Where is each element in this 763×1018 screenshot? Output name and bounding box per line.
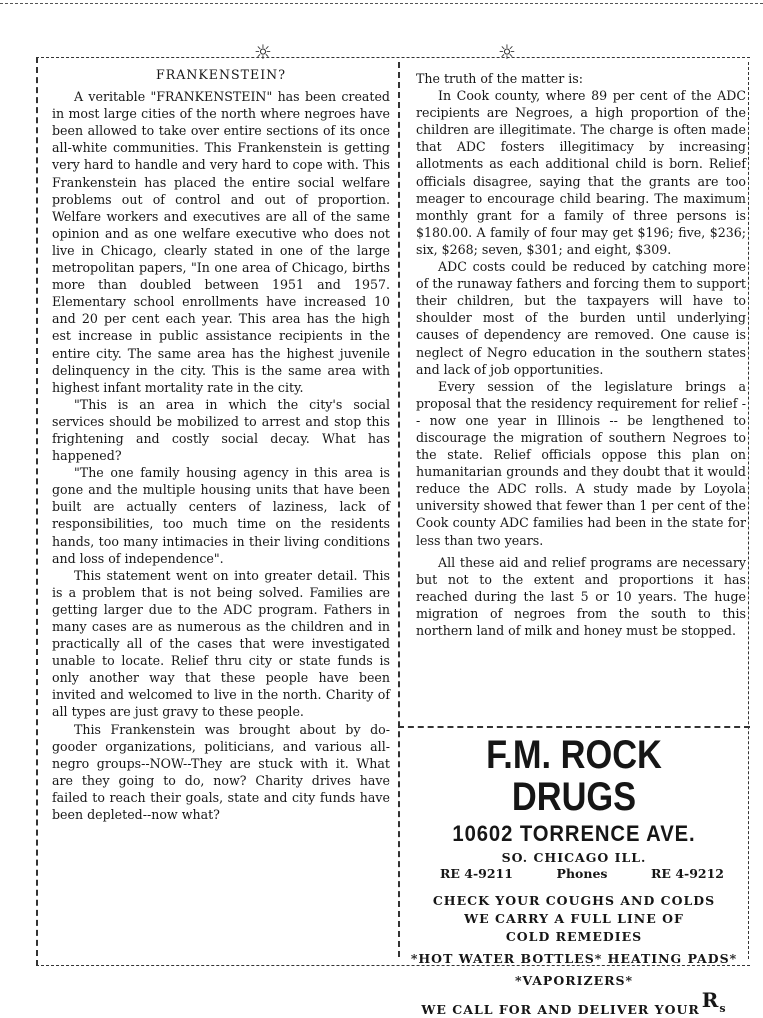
paragraph: ADC costs could be reduced by catching more of the runaway fathers and forcing them to support their children, but the taxpayers will have to shoulder most of the burden until underlying causes of dependency are removed. One cause is neglect of Negro education in the southern states and lack of job opportunities. (416, 259, 746, 377)
ad-line: WE CARRY A FULL LINE OF (464, 911, 684, 926)
delivery-text: WE CALL FOR AND DELIVER YOUR (421, 1002, 700, 1017)
ad-top-border (398, 726, 750, 728)
ornament-icon: ☼ (254, 40, 272, 64)
paragraph: This statement went on into greater detail. This is a problem that is not being solved. Families are getting larger due to the ADC program. Fathers in many cases are as numerous as the children and in practically all of the cases that were investigated unable to locate. Relief thru city or state funds is only another way that these people have been invited and welcomed to live in the north. Charity of all types are just gravy to these people. (52, 567, 390, 720)
paragraph: This Frankenstein was brought about by do-gooder organizations, politicians, and various all-negro groups--NOW--They are stuck with it. What are they going to do, now? Charity drives have failed to reach their goals, state and city funds have been depleted--now what? (52, 721, 390, 823)
store-name: F.M. ROCK DRUGS (486, 733, 662, 819)
phones-label: Phones (556, 866, 608, 881)
store-city: SO. CHICAGO ILL. (501, 850, 647, 865)
ad-line: *VAPORIZERS* (514, 973, 634, 988)
paragraph: All these aid and relief programs are necessary but not to the extent and proportions it has reached during the last 5 or 10 years. The huge migration of negroes from the south to this northern land of milk and honey must be stopped. (416, 554, 746, 638)
paragraph: A veritable "FRANKENSTEIN" has been created in most large cities of the north where negroes have been allowed to take over entire sections of its once all-white communities. This Frankenstein is getting very hard to handle and very hard to cope with. This Frankenstein has placed the entire social welfare problems out of control and out of proportion. Welfare workers and executives are all of the same opinion and as one welfare executive who does not live in Chicago, clearly stated in one of the large metropolitan papers, "In one area of Chicago, births more than doubled between 1951 and 1957. Elementary school enrollments have increased 10 and 20 per cent each year. This area has the high est increase in public assistance recipients in the entire city. The same area has the highest juvenile delinquency in the city. This is the same area with highest infant mortality rate in the city. (52, 89, 390, 395)
ad-last-line (400, 988, 748, 1018)
phone-number: RE 4-9212 (651, 866, 724, 881)
left-column (52, 66, 390, 823)
right-border (748, 62, 749, 959)
ornament-icon: ☼ (498, 40, 516, 64)
phone-number: RE 4-9211 (440, 866, 513, 881)
paragraph: In Cook county, where 89 per cent of the ADC recipients are Negroes, a high proportion of the children are illegitimate. The charge is often made that ADC fosters illegitimacy by increasing allotments as each additional child is born. Relief officials disagree, saying that the grants are too meager to encourage child bearing. The maximum monthly grant for a family of three persons is $180.00. A family of four may get $196; five, $236; six, $268; seven, $301; and eight, $309. (416, 88, 746, 257)
rx-symbol-icon: $R_s$ (701, 988, 727, 1015)
phone-row (400, 866, 748, 881)
store-address: 10602 TORRENCE AVE. (452, 821, 696, 846)
paragraph: Every session of the legislature brings a proposal that the residency requirement for relief -- now one year in Illinois -- be lengthened to discourage the migration of southern Negroes to the state. Relief officials oppose this plan on humanitarian grounds and they doubt that it would reduce the ADC rolls. A study made by Loyola university showed that fewer than 1 per cent of the Cook county ADC families had been in the state for less than two years. (416, 378, 746, 548)
ad-line: COLD REMEDIES (505, 929, 643, 944)
right-column (416, 70, 746, 639)
ad-line: *HOT WATER BOTTLES* HEATING PADS* (410, 951, 738, 966)
top-rule (0, 3, 763, 4)
lead-line: The truth of the matter is: (416, 71, 583, 86)
article-heading: FRANKENSTEIN? (156, 67, 286, 82)
paragraph: "This is an area in which the city's social services should be mobilized to arrest and stop this frightening and costly social decay. What has happened? (52, 396, 390, 464)
ad-line: CHECK YOUR COUGHS AND COLDS (432, 893, 716, 908)
paragraph: "The one family housing agency in this area is gone and the multiple housing units that have been built are actually centers of laziness, lack of responsibilities, too much time on the residents hands, too many intimacies in their living conditions and loss of independence". (52, 465, 390, 566)
drugstore-advertisement (400, 732, 748, 1018)
